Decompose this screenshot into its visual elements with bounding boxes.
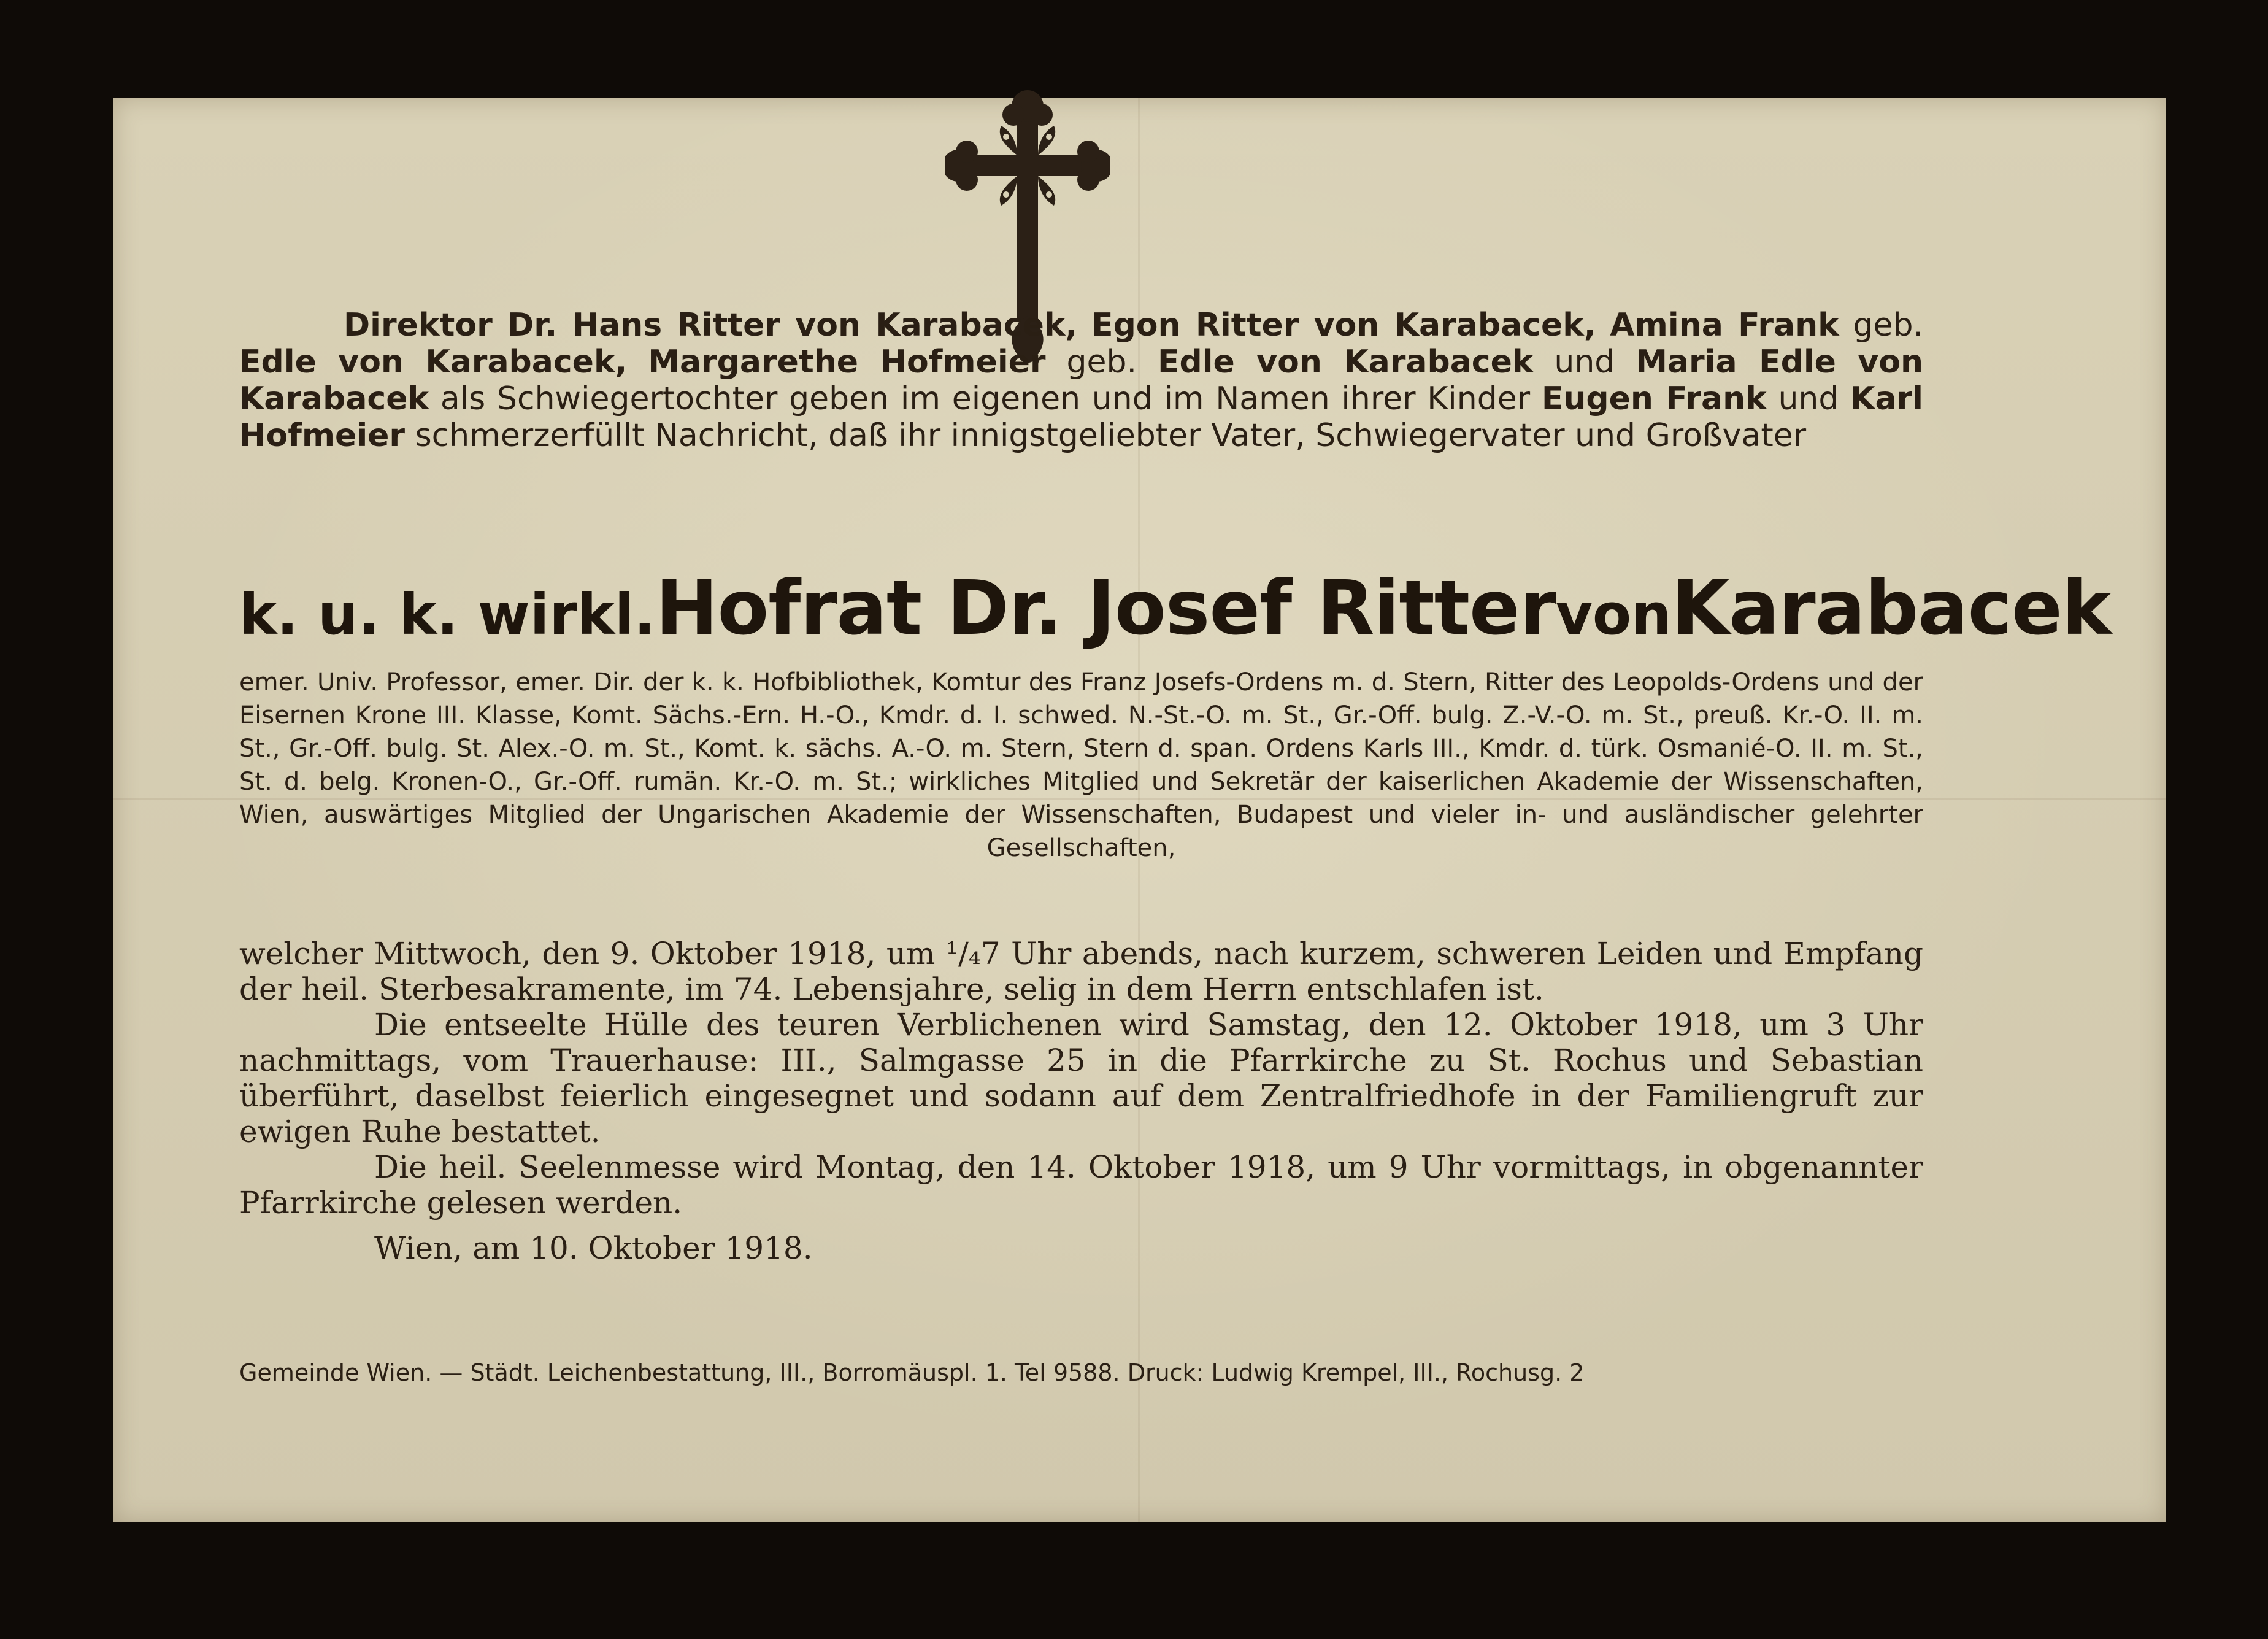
intro-name-eugen: Eugen Frank [1541, 380, 1767, 417]
intro-text: geb. [1045, 344, 1158, 380]
intro-name-egon: Egon Ritter von Karabacek, [1091, 307, 1596, 344]
intro-text: als Schwiegertochter geben im eigenen und im Namen ihrer Kinder [429, 380, 1542, 417]
mass-paragraph: Die heil. Seelenmesse wird Montag, den 14. Oktober 1918, um 9 Uhr vormittags, in obgenannter Pfarrkirche gelesen werden. [239, 1149, 1923, 1221]
title-name: Hofrat Dr. Josef Ritter [655, 565, 1556, 652]
intro-name-maria: Maria Edle von Karabacek [239, 344, 1924, 417]
place-date-line: Wien, am 10. Oktober 1918. [374, 1230, 813, 1266]
title-surname: Karabacek [1671, 565, 2111, 652]
intro-text [1077, 307, 1091, 344]
intro-text: und [1766, 380, 1851, 417]
title-von: von [1555, 582, 1672, 647]
title-prefix: k. u. k. wirkl. [239, 582, 656, 647]
honors-paragraph: emer. Univ. Professor, emer. Dir. der k. k. Hofbibliothek, Komtur des Franz Josefs-Ordens m. d. Stern, Ritter des Leopolds-Ordens und der Eisernen Krone III. Klasse, Komt. Sächs.-Ern. H.-O., Kmdr. d. I. schwed. N.-St.-O. m. St., Gr.-Off. bulg. Z.-V.-O. m. St., preuß. Kr.-O. II. m. St., Gr.-Off. bulg. St. Alex.-O. m. St., Komt. k. sächs. A.-O. m. Stern, Stern d. span. Ordens Karls III., Kmdr. d. türk. Osmanié-O. II. m. St., St. d. belg. Kronen-O., Gr.-Off. rumän. Kr.-O. m. St.; wirkliches Mitglied und Sekretär der kaiserlichen Akademie der Wissenschaften, Wien, auswärtiges Mitglied der Ungarischen Akademie der Wissenschaften, Budapest und vieler in- und ausländischer gelehrter Gesellschaften, [239, 668, 1923, 862]
deceased-title [239, 565, 2111, 657]
intro-text: und [1533, 344, 1636, 380]
announcement-body [239, 936, 1923, 1221]
intro-text [627, 344, 648, 380]
funeral-paragraph: Die entseelte Hülle des teuren Verblichenen wird Samstag, den 12. Oktober 1918, um 3 Uhr nachmittags, vom Trauerhause: III., Salmgasse 25 in die Pfarrkirche zu St. Rochus und Sebastian überführt, daselbst feierlich eingesegnet und sodann auf dem Zentralfriedhofe in der Familiengruft zur ewigen Ruhe bestattet. [239, 1007, 1923, 1149]
intro-name-amina: Amina Frank [1610, 307, 1839, 344]
intro-name-margarethe: Margarethe Hofmeier [648, 344, 1046, 380]
printer-footer: Gemeinde Wien. — Städt. Leichenbestattung, III., Borromäuspl. 1. Tel 9588. Druck: Ludwig Krempel, III., Rochusg. 2 [239, 1359, 1585, 1386]
intro-name-karl: Karl Hofmeier [239, 380, 1924, 454]
intro-name-edle-1: Edle von Karabacek, [239, 344, 628, 380]
intro-paragraph [239, 307, 1923, 454]
intro-name-edle-2: Edle von Karabacek [1157, 344, 1534, 380]
intro-name-hans: Direktor Dr. Hans Ritter von Karabacek, [344, 307, 1078, 344]
intro-text: geb. [1839, 307, 1924, 344]
death-paragraph: welcher Mittwoch, den 9. Oktober 1918, um ¹/₄7 Uhr abends, nach kurzem, schweren Leiden und Empfang der heil. Sterbesakramente, im 74. Lebensjahre, selig in dem Herrn entschlafen ist. [239, 936, 1923, 1007]
intro-text [1596, 307, 1610, 344]
intro-text: schmerzerfüllt Nachricht, daß ihr innigstgeliebter Vater, Schwiegervater und Großvater [405, 417, 1807, 454]
